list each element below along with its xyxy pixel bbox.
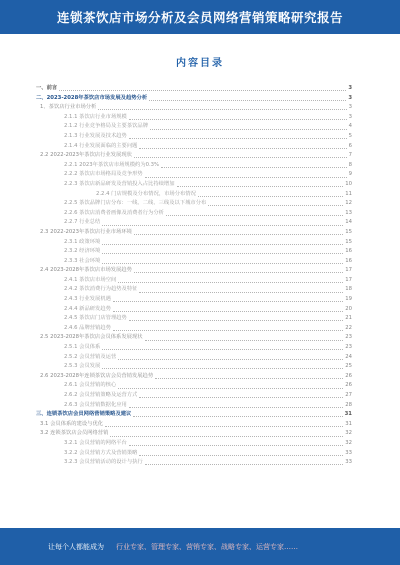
toc-entry-title: 2.3 2022-2023年茶饮店行业市场环境 <box>40 228 132 235</box>
toc-dot-leader <box>110 436 343 437</box>
toc-entry-page: 32 <box>345 430 352 437</box>
report-header <box>0 0 400 34</box>
toc-entry[interactable] <box>36 103 352 113</box>
toc-entry-title: 2.3.3 社会环境 <box>64 257 101 264</box>
toc-entry-page: 10 <box>345 180 352 187</box>
toc-entry-title: 1、茶饮店行业市场分析 <box>40 104 97 111</box>
toc-entry-page: 11 <box>345 190 352 197</box>
toc-dot-leader <box>105 426 343 427</box>
toc-dot-leader <box>129 407 343 408</box>
toc-entry-title: 2.4.3 行业发展机遇 <box>64 296 111 303</box>
toc-entry[interactable] <box>36 333 352 343</box>
toc-entry-page: 28 <box>345 401 352 408</box>
toc-entry-title: 2.6.3 会员营销数据化应用 <box>64 401 127 408</box>
toc-dot-leader <box>102 244 343 245</box>
toc-entry-page: 15 <box>345 228 352 235</box>
toc-entry[interactable] <box>36 401 352 411</box>
toc-entry-page: 3 <box>348 94 352 101</box>
toc-entry-title: 2.4.4 新品研发趋势 <box>64 305 111 312</box>
toc-entry-title: 2.2.6 茶饮店消费者画像及消费者行为分析 <box>64 209 164 216</box>
toc-entry-page: 19 <box>345 296 352 303</box>
toc-entry-title: 2.1.1 茶饮店行业市场规模 <box>64 113 127 120</box>
toc-dot-leader <box>139 292 343 293</box>
toc-dot-leader <box>129 119 347 120</box>
toc-entry-title: 2.1.2 行业竞争格局及主要茶饮品牌 <box>64 123 149 130</box>
toc-dot-leader <box>134 272 343 273</box>
toc-entry[interactable] <box>36 458 352 468</box>
toc-entry-title: 2.5.1 会员体系 <box>64 344 101 351</box>
toc-entry-title: 三、连锁茶饮店会员网络营销策略及建议 <box>36 411 132 418</box>
toc-dot-leader <box>150 129 347 130</box>
toc-entry-title: 2.1.3 行业发展及技术趋势 <box>64 132 127 139</box>
toc-entry-page: 3 <box>348 85 352 91</box>
toc-entry-title: 2.4 2023-2028年茶饮店市场发展趋势 <box>40 267 132 274</box>
report-footer <box>0 528 400 565</box>
toc-entry-title: 3.2.3 会员营销活动的设计与执行 <box>64 459 143 466</box>
toc-dot-leader <box>113 311 343 312</box>
toc-entry-page: 26 <box>345 382 352 389</box>
toc-entry[interactable] <box>36 420 352 430</box>
toc-entry-page: 17 <box>345 276 352 283</box>
toc-dot-leader <box>102 225 343 226</box>
toc-entry-title: 2.6.2 会员营销策略及运营方式 <box>64 392 138 398</box>
toc-entry[interactable] <box>36 372 352 382</box>
toc-entry-page: 13 <box>345 209 352 216</box>
toc-entry[interactable] <box>36 381 352 391</box>
toc-entry-page: 33 <box>345 459 352 466</box>
toc-entry-title: 一、前言 <box>36 85 58 91</box>
toc-entry[interactable] <box>36 132 352 142</box>
toc-entry-page: 20 <box>345 305 352 312</box>
toc-entry-title: 2.4.6 品牌营销趋势 <box>64 324 111 331</box>
toc-entry-page: 27 <box>345 392 352 398</box>
toc-dot-leader <box>145 177 347 178</box>
toc-entry[interactable] <box>36 247 352 257</box>
toc-entry-page: 33 <box>345 449 352 456</box>
toc-entry-title: 2.5.3 会员发展 <box>64 363 101 370</box>
toc-entry-page: 6 <box>348 142 352 149</box>
toc-entry[interactable] <box>36 362 352 372</box>
toc-entry[interactable] <box>36 228 352 238</box>
table-of-contents <box>36 84 352 468</box>
toc-entry[interactable] <box>36 238 352 248</box>
toc-entry-title: 2.4.2 茶饮消费行为趋势及特征 <box>64 286 138 293</box>
toc-dot-leader <box>102 263 343 264</box>
toc-dot-leader <box>113 330 343 331</box>
toc-entry-title: 2.3.2 经济环境 <box>64 248 101 255</box>
toc-entry[interactable] <box>36 391 352 401</box>
toc-dot-leader <box>102 368 343 369</box>
toc-entry-title: 二、2023-2028年茶饮店市场发展及趋势分析 <box>36 94 148 101</box>
toc-heading: 内容目录 <box>176 58 224 69</box>
toc-entry-page: 25 <box>345 363 352 370</box>
toc-entry-page: 9 <box>348 171 352 178</box>
toc-entry-page: 7 <box>348 152 352 159</box>
toc-entry[interactable] <box>36 276 352 286</box>
footer-slogan: 让每个人都能成为 <box>48 542 104 551</box>
toc-dot-leader <box>149 100 346 101</box>
toc-entry-page: 24 <box>345 353 352 360</box>
toc-entry[interactable] <box>36 285 352 295</box>
toc-entry-page: 15 <box>345 238 352 245</box>
toc-entry-title: 2.2.7 行业总结 <box>64 219 101 226</box>
toc-entry-title: 2.4.1 茶饮店市场空间 <box>64 276 117 283</box>
toc-entry-page: 31 <box>344 411 352 418</box>
toc-entry-page: 17 <box>345 267 352 274</box>
toc-entry-page: 26 <box>345 372 352 379</box>
toc-entry-page: 31 <box>345 420 352 427</box>
toc-entry-title: 2.6.1 会员营销的核心 <box>64 382 117 389</box>
toc-dot-leader <box>118 359 343 360</box>
toc-entry-title: 2.4.5 茶饮店门店管理趋势 <box>64 315 127 322</box>
toc-dot-leader <box>118 282 343 283</box>
toc-dot-leader <box>102 253 343 254</box>
toc-entry[interactable] <box>36 353 352 363</box>
toc-entry[interactable] <box>36 439 352 449</box>
report-title: 连锁茶饮店市场分析及会员网络营销策略研究报告 <box>56 10 343 25</box>
toc-entry[interactable] <box>36 314 352 324</box>
toc-dot-leader <box>59 90 346 91</box>
toc-entry[interactable] <box>36 84 352 94</box>
toc-entry[interactable] <box>36 209 352 219</box>
toc-entry-page: 14 <box>345 219 352 226</box>
toc-entry-title: 2.6 2023-2028年连锁茶饮店会员营销发展趋势 <box>40 372 154 379</box>
toc-dot-leader <box>134 234 343 235</box>
toc-dot-leader <box>118 388 343 389</box>
toc-entry-page: 16 <box>345 248 352 255</box>
toc-entry-title: 2.1.4 行业发展面临的主要问题 <box>64 142 138 149</box>
toc-entry-page: 23 <box>345 344 352 351</box>
toc-entry[interactable] <box>36 151 352 161</box>
toc-entry[interactable] <box>36 449 352 459</box>
toc-entry[interactable] <box>36 199 352 209</box>
toc-dot-leader <box>102 349 343 350</box>
toc-entry[interactable] <box>36 180 352 190</box>
toc-dot-leader <box>129 320 343 321</box>
toc-entry-page: 8 <box>348 161 352 168</box>
toc-dot-leader <box>139 455 343 456</box>
toc-entry[interactable] <box>36 305 352 315</box>
toc-entry[interactable] <box>36 324 352 334</box>
toc-entry-title: 2.2.2 茶饮店市场格局及竞争形势 <box>64 171 143 178</box>
toc-entry-title: 3.2.1 会员营销的网络平台 <box>64 439 127 446</box>
toc-entry-page: 23 <box>345 334 352 341</box>
toc-dot-leader <box>133 416 342 417</box>
toc-dot-leader <box>129 445 343 446</box>
toc-dot-leader <box>145 340 344 341</box>
toc-entry-page: 3 <box>348 113 352 120</box>
toc-dot-leader <box>166 215 343 216</box>
toc-entry-title: 2.2.3 茶饮店新品研发及营销投入占比持续增加 <box>64 180 175 187</box>
toc-entry-page: 3 <box>348 104 352 111</box>
toc-entry[interactable] <box>36 122 352 132</box>
toc-entry[interactable] <box>36 429 352 439</box>
toc-entry[interactable] <box>36 295 352 305</box>
toc-dot-leader <box>129 138 347 139</box>
toc-entry-title: 3.2.2 会员营销方式及营销策略 <box>64 449 138 456</box>
toc-entry[interactable] <box>36 94 352 104</box>
toc-entry[interactable] <box>36 218 352 228</box>
toc-dot-leader <box>134 157 347 158</box>
toc-entry-title: 2.2.4 门店规模及分布情况，市场分布情况 <box>96 190 196 197</box>
toc-entry-page: 5 <box>348 132 352 139</box>
toc-entry-page: 16 <box>345 257 352 264</box>
toc-entry-page: 4 <box>348 123 352 130</box>
toc-entry[interactable] <box>36 142 352 152</box>
toc-entry-title: 2.2 2022-2023年茶饮店行业发展现状 <box>40 152 132 159</box>
toc-entry-title: 2.2.5 茶饮品牌门店分布：一线、二线、三线及以下城市分布 <box>64 200 207 207</box>
toc-entry[interactable] <box>36 190 352 200</box>
toc-dot-leader <box>198 196 343 197</box>
toc-entry[interactable] <box>36 410 352 420</box>
toc-entry-title: 3.1 会员体系的建设与优化 <box>40 420 104 427</box>
footer-tagline: 行业专家、管理专家、营销专家、战略专家、运营专家…… <box>116 542 298 551</box>
toc-entry-page: 21 <box>345 315 352 322</box>
toc-entry-page: 12 <box>345 200 352 207</box>
toc-dot-leader <box>208 205 343 206</box>
toc-entry[interactable] <box>36 161 352 171</box>
toc-dot-leader <box>161 167 347 168</box>
toc-entry-title: 2.5 2023-2028年茶饮店会员体系发展现状 <box>40 334 143 341</box>
toc-entry-title: 2.2.1 2023年茶饮店市场规模约为0.3% <box>64 161 160 168</box>
toc-dot-leader <box>177 186 344 187</box>
toc-entry[interactable] <box>36 170 352 180</box>
toc-entry-page: 32 <box>345 439 352 446</box>
toc-entry-title: 3.2 连锁茶饮店会员网络营销 <box>40 430 109 437</box>
toc-entry-page: 18 <box>345 286 352 293</box>
toc-entry-title: 2.5.2 会员营销及运营 <box>64 353 117 360</box>
toc-entry[interactable] <box>36 113 352 123</box>
toc-entry[interactable] <box>36 257 352 267</box>
toc-dot-leader <box>98 109 346 110</box>
toc-dot-leader <box>139 397 343 398</box>
toc-dot-leader <box>155 378 343 379</box>
toc-dot-leader <box>139 148 346 149</box>
toc-dot-leader <box>113 301 343 302</box>
toc-entry-title: 2.3.1 政策环境 <box>64 238 101 245</box>
toc-dot-leader <box>145 464 344 465</box>
toc-entry-page: 22 <box>345 324 352 331</box>
toc-entry[interactable] <box>36 343 352 353</box>
toc-entry[interactable] <box>36 266 352 276</box>
